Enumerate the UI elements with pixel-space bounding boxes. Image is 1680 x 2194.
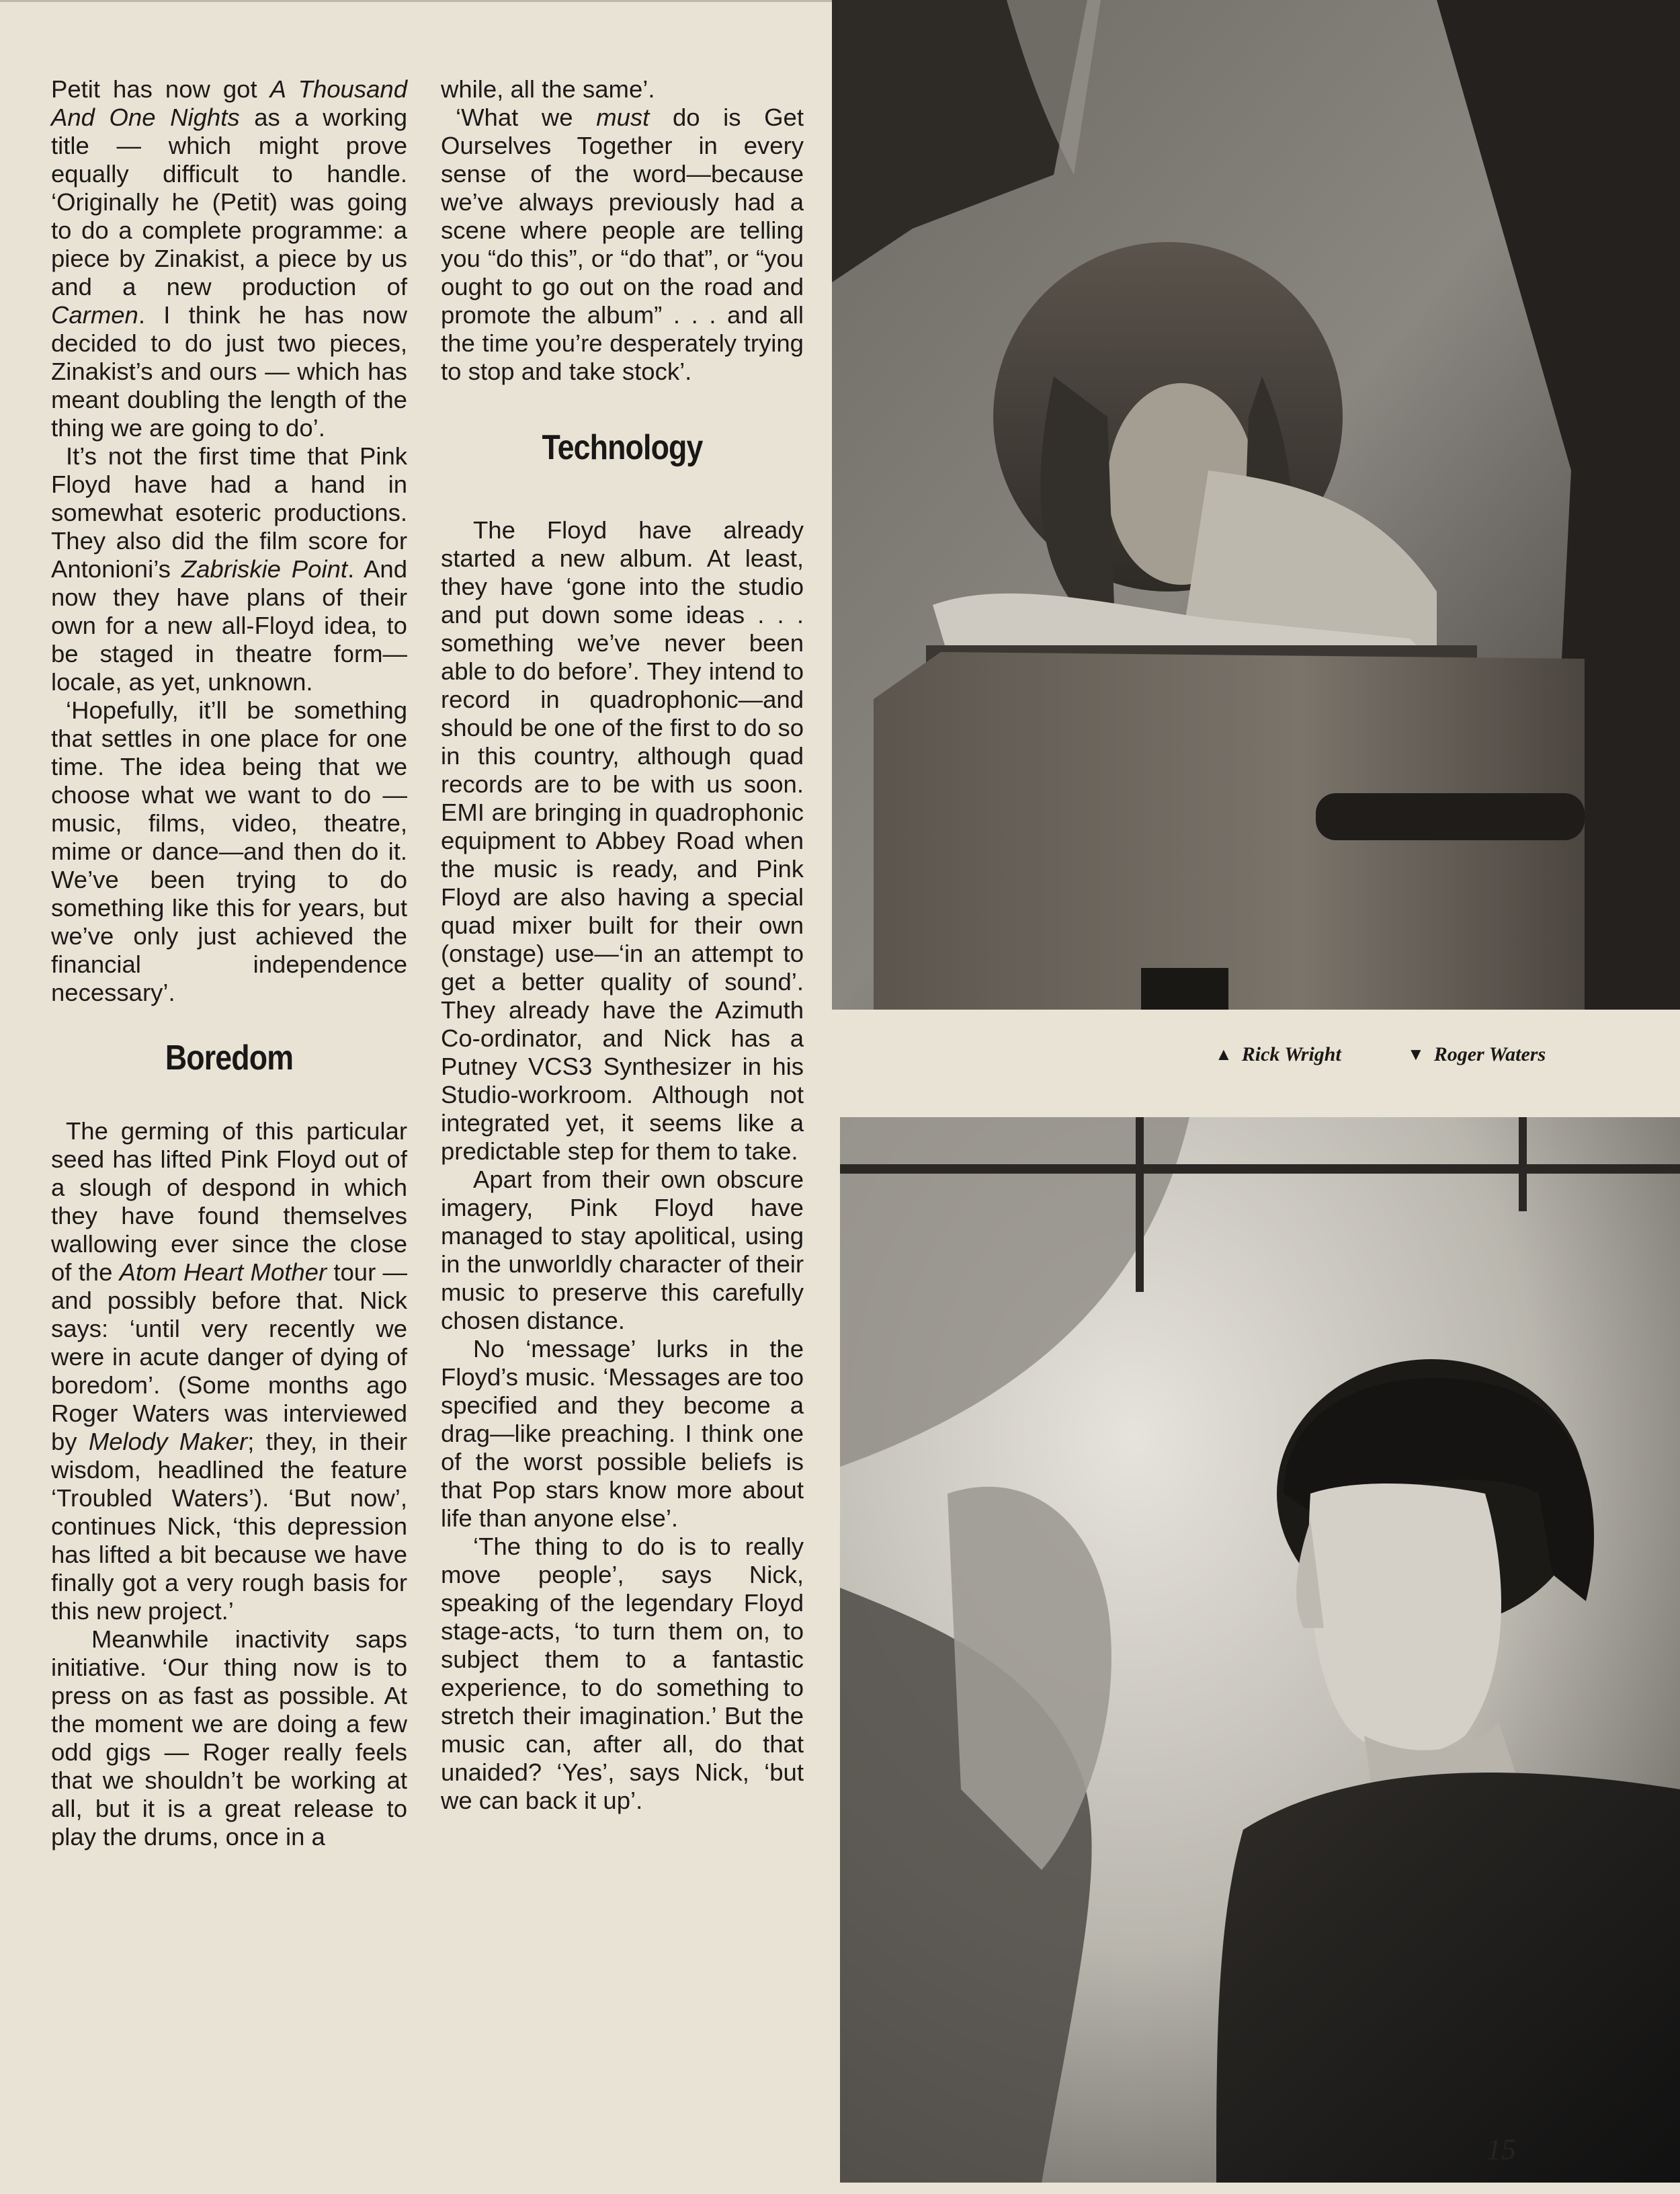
paragraph: ‘What we must do is Get Ourselves Together in every sense of the word—because we’ve always previously had a scene where people are telling you “do this”, or “do that”, or “you ought to go out on the road and promote the album” . . . and all the time you’re desperately trying to stop and take stock’.: [441, 104, 804, 385]
paragraph: Meanwhile inactivity saps initiative. ‘Our thing now is to press on as fast as possible. At the moment we are doing a few odd gigs — Roger really feels that we shouldn’t be working at all, but it is a great release to play the drums, once in a: [51, 1625, 407, 1851]
photo-roger-waters-image: [840, 1117, 1680, 2183]
photo-roger-waters: [840, 1117, 1680, 2183]
paragraph: The germing of this particular seed has lifted Pink Floyd out of a slough of despond in which they have found themselves wallowing ever since the close of the Atom Heart Mother tour — and possibly before that. Nick says: ‘until very recently we were in acute danger of dying of boredom’. (Some months ago Roger Waters was interviewed by Melody Maker; they, in their wisdom, headlined the feature ‘Troubled Waters’). ‘But now’, continues Nick, ‘this depression has lifted a bit because we have finally got a very rough basis for this new project.’: [51, 1117, 407, 1625]
caption-roger-waters: Roger Waters: [1433, 1043, 1546, 1065]
paragraph: ‘Hopefully, it’ll be something that settles in one place for one time. The idea being that we choose what we want to do — music, films, video, theatre, mime or dance—and then do it. We’ve been trying to do something like this for years, but we’ve only just achieved the financial independence necessary’.: [51, 696, 407, 1006]
arrow-up-icon: ▲: [1215, 1045, 1232, 1064]
top-rule: [0, 0, 832, 2]
paragraph: No ‘message’ lurks in the Floyd’s music. ‘Messages are too specified and they become a drag—like preaching. I think one of the worst possible beliefs is that Pop stars know more about life than anyone else’.: [441, 1335, 804, 1532]
caption-bottom-photo: [1407, 1043, 1546, 1066]
paragraph: It’s not the first time that Pink Floyd have had a hand in somewhat esoteric productions. They also did the film score for Antonioni’s Zabriskie Point. And now they have plans of their own for a new all-Floyd idea, to be staged in theatre form—locale, as yet, unknown.: [51, 442, 408, 696]
caption-top-photo: [1215, 1043, 1341, 1066]
section-heading-technology: Technology: [542, 428, 703, 467]
section-heading-boredom: Boredom: [165, 1039, 294, 1078]
caption-rick-wright: Rick Wright: [1241, 1043, 1341, 1065]
arrow-down-icon: ▼: [1407, 1045, 1425, 1064]
paragraph: Apart from their own obscure imagery, Pink Floyd have managed to stay apolitical, using in the unworldly character of their music to preserve this carefully chosen distance.: [441, 1166, 804, 1334]
paragraph: Petit has now got A Thousand And One Nights as a working title — which might prove equally difficult to handle. ‘Originally he (Petit) was going to do a complete programme: a piece by Zinakist, a piece by us and a new production of Carmen. I think he has now decided to do just two pieces, Zinakist’s and ours — which has meant doubling the length of the thing we are going to do’.: [51, 75, 407, 442]
article-column-1: [51, 75, 407, 1851]
page-number: 15: [1486, 2133, 1516, 2166]
paragraph: The Floyd have already started a new album. At least, they have ‘gone into the studio and put down some ideas . . . something we’ve never been able to do before’. They intend to record in quadrophonic—and should be one of the first to do so in this country, although quad records are to be with us soon. EMI are bringing in quadrophonic equipment to Abbey Road when the music is ready, and Pink Floyd are also having a special quad mixer built for their own (onstage) use—‘in an attempt to get a better quality of sound’. They already have the Azimuth Co-ordinator, and Nick has a Putney VCS3 Synthesizer in his Studio-workroom. Although not integrated yet, it seems like a predictable step for them to take.: [441, 516, 804, 1165]
photo-rick-wright: [832, 0, 1680, 1010]
paragraph: ‘The thing to do is to really move people’, says Nick, speaking of the legendary Floyd stage-acts, ‘to turn them on, to subject them to a fantastic experience, to do something to stretch their imagination.’ But the music can, after all, do that unaided? ‘Yes’, says Nick, ‘but we can back it up’.: [441, 1533, 804, 1814]
paragraph: while, all the same’.: [441, 75, 655, 103]
article-column-2: [441, 75, 804, 1815]
photo-rick-wright-image: [832, 0, 1680, 1010]
photo-captions: [1210, 1043, 1667, 1077]
